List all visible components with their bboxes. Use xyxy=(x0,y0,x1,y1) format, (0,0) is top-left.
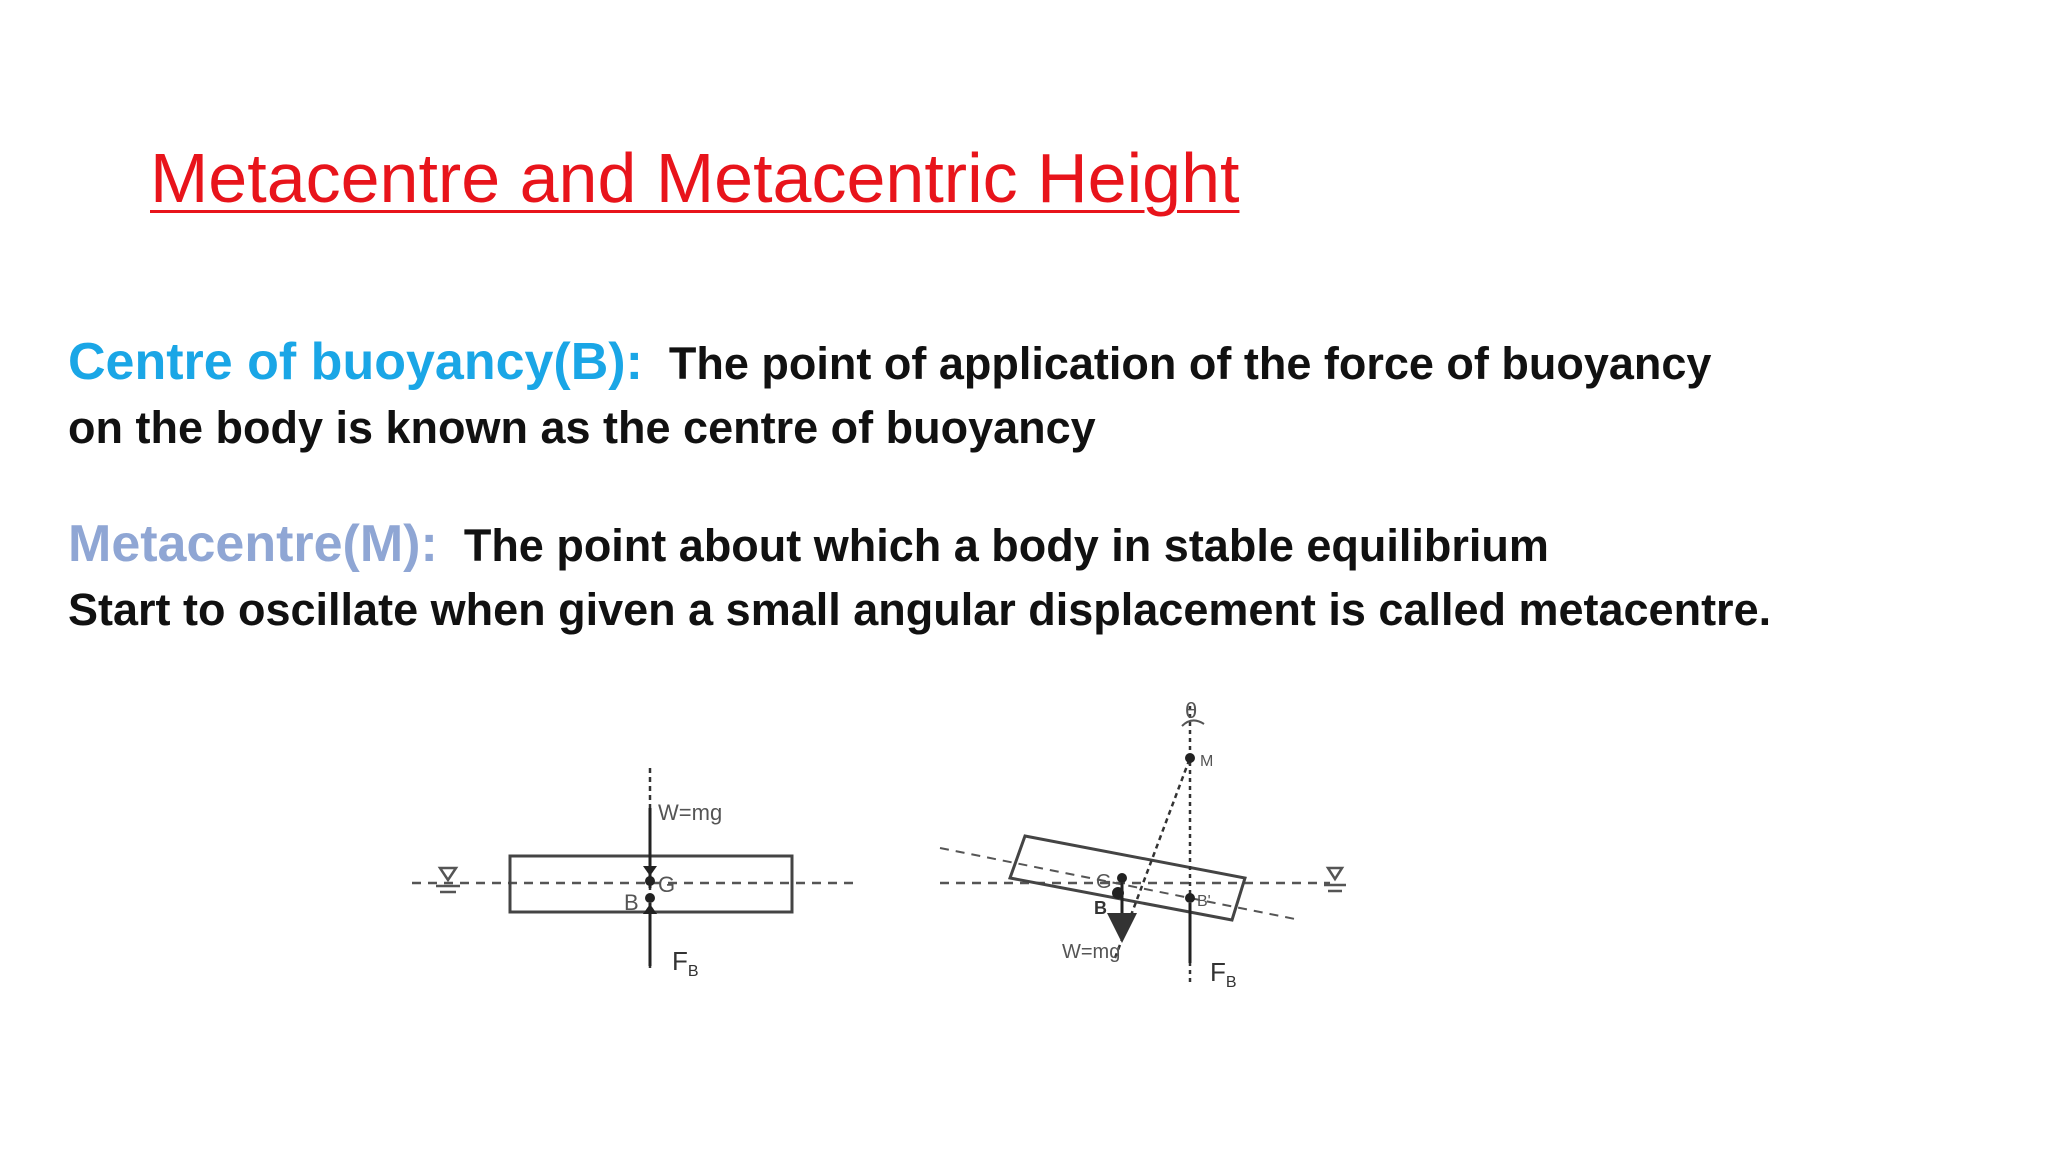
metacentre-definition xyxy=(68,512,1771,642)
right-weight-label: W=mg xyxy=(1062,941,1121,963)
metacentre-line-1 xyxy=(68,512,1771,578)
tilted-body-figure xyxy=(940,698,1346,991)
metacentre-line-2: Start to oscillate when given a small angular displacement is called metacentre. xyxy=(68,584,1772,635)
buoyancy-diagram xyxy=(400,688,1380,1018)
metacentre-point xyxy=(1185,753,1195,763)
left-fb-label: $F_B$ xyxy=(672,946,699,980)
slide-title: Metacentre and Metacentric Height xyxy=(150,139,1240,217)
buoyancy-definition xyxy=(68,330,1711,460)
upright-body-figure xyxy=(412,768,860,980)
b-prime-point xyxy=(1185,893,1195,903)
right-b-label: B xyxy=(1094,898,1107,918)
left-g-label: G xyxy=(658,872,676,897)
buoyancy-term: Centre of buoyancy(B): xyxy=(68,333,643,391)
left-b-label: B xyxy=(624,890,639,915)
metacentre-term: Metacentre(M): xyxy=(68,515,438,573)
right-tilted-axis xyxy=(1115,758,1190,958)
left-weight-label: W=mg xyxy=(658,800,723,825)
theta-label: θ xyxy=(1185,698,1198,723)
right-g-point xyxy=(1117,873,1127,883)
left-water-symbol-icon xyxy=(436,868,460,892)
left-g-point xyxy=(645,876,655,886)
buoyancy-line-2: on the body is known as the centre of buoyancy xyxy=(68,402,1096,453)
m-label: M xyxy=(1200,753,1214,770)
right-g-label: G xyxy=(1096,871,1112,893)
buoyancy-line-1 xyxy=(68,330,1711,396)
left-b-point xyxy=(645,893,655,903)
right-water-symbol-icon xyxy=(1324,868,1346,891)
buoyancy-text-1: The point of application of the force of buoyancy xyxy=(668,338,1712,389)
metacentre-text-1: The point about which a body in stable equilibrium xyxy=(463,520,1549,571)
b-prime-label: B' xyxy=(1197,893,1211,910)
right-fb-label: $F_B$ xyxy=(1210,957,1237,991)
